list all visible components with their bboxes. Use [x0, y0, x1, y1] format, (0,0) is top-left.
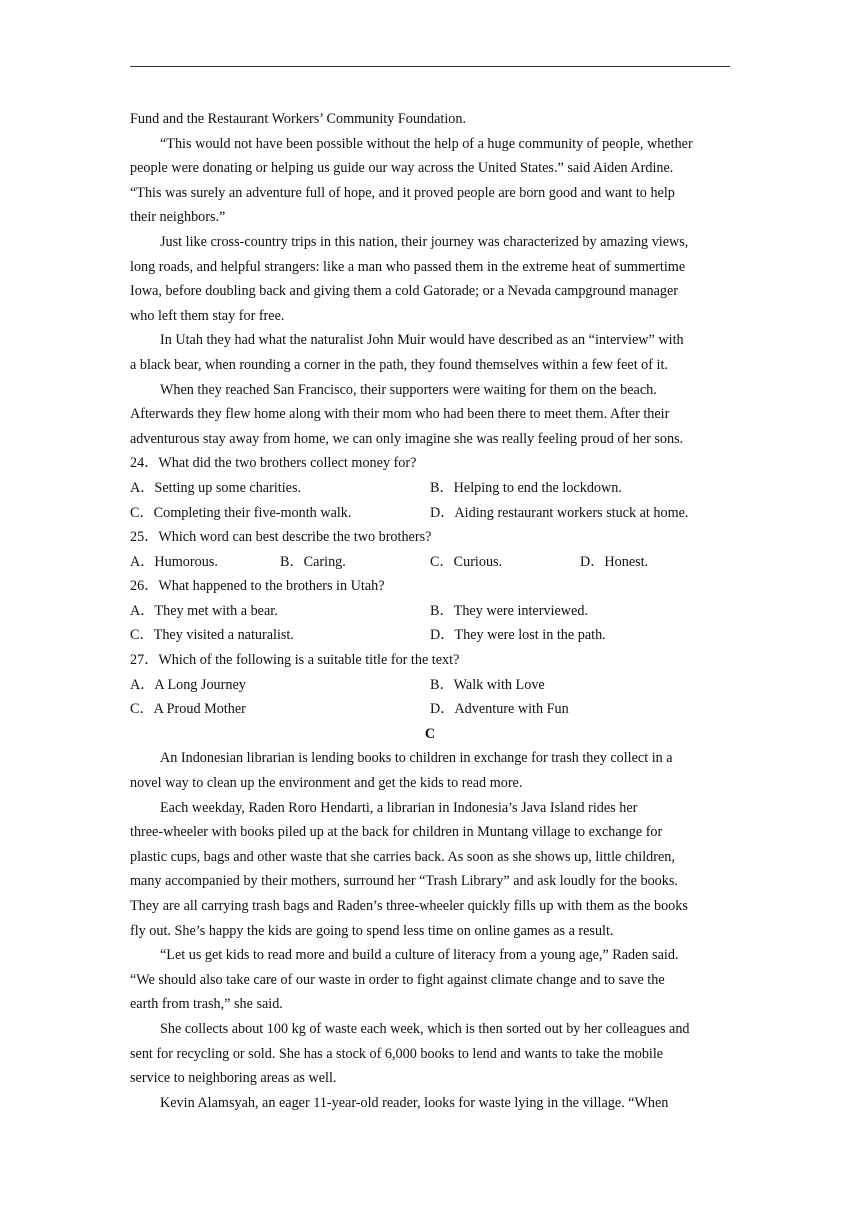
- question-24: [130, 451, 730, 525]
- option-b: B．They were interviewed.: [430, 602, 588, 619]
- passage-line: “This was surely an adventure full of hope, and it proved people are born good and want to help: [130, 184, 675, 201]
- option-b: B．Walk with Love: [430, 676, 545, 693]
- question-stem: 26．What happened to the brothers in Utah?: [130, 578, 385, 595]
- question-27: [130, 648, 730, 722]
- passage-line: who left them stay for free.: [130, 307, 285, 324]
- option-b: B．Helping to end the lockdown.: [430, 479, 622, 496]
- question-25: [130, 525, 730, 574]
- passage-line: their neighbors.”: [130, 209, 226, 226]
- section-heading: C: [424, 725, 436, 742]
- option-d: D．Honest.: [580, 553, 649, 570]
- passage-line: long roads, and helpful strangers: like a man who passed them in the extreme heat of summertime: [130, 258, 686, 275]
- option-d: D．They were lost in the path.: [430, 627, 606, 644]
- question-26: [130, 574, 730, 648]
- passage-line: many accompanied by their mothers, surround her “Trash Library” and ask loudly for the books.: [130, 873, 678, 890]
- passage-line: “Let us get kids to read more and build a culture of literacy from a young age,” Raden said.: [160, 947, 679, 964]
- passage-line: “This would not have been possible without the help of a huge community of people, whether: [160, 135, 693, 152]
- option-a: A．Humorous.: [130, 553, 218, 570]
- passage-line: plastic cups, bags and other waste that she carries back. As soon as she shows up, little children,: [130, 848, 675, 865]
- passage-line: They are all carrying trash bags and Raden’s three-wheeler quickly fills up with them as the books: [130, 898, 688, 914]
- option-a: A．A Long Journey: [130, 676, 246, 693]
- passage-line: Iowa, before doubling back and giving them a cold Gatorade; or a Nevada campground manager: [130, 283, 678, 300]
- passage-c: [130, 746, 730, 1115]
- passage-line: She collects about 100 kg of waste each week, which is then sorted out by her colleagues and: [160, 1020, 690, 1037]
- passage-line: people were donating or helping us guide our way across the United States.” said Aiden Ardine.: [130, 160, 674, 177]
- option-c: C．They visited a naturalist.: [130, 627, 294, 644]
- option-c: C．A Proud Mother: [130, 701, 246, 718]
- option-b: B．Caring.: [280, 553, 346, 570]
- passage-line: An Indonesian librarian is lending books to children in exchange for trash they collect in a: [160, 750, 673, 767]
- option-d: D．Aiding restaurant workers stuck at home.: [430, 504, 689, 521]
- option-a: A．They met with a bear.: [130, 602, 278, 619]
- option-d: D．Adventure with Fun: [430, 701, 569, 718]
- passage-line: When they reached San Francisco, their supporters were waiting for them on the beach.: [160, 381, 657, 398]
- passage-b-continuation: [130, 107, 730, 451]
- option-c: C．Curious.: [430, 553, 503, 570]
- option-a: A．Setting up some charities.: [130, 479, 302, 496]
- question-stem: 25．Which word can best describe the two brothers?: [130, 529, 432, 546]
- passage-line: “We should also take care of our waste in order to fight against climate change and to save the: [130, 971, 665, 988]
- passage-line: Each weekday, Raden Roro Hendarti, a librarian in Indonesia’s Java Island rides her: [160, 799, 638, 816]
- passage-line: Fund and the Restaurant Workers’ Community Foundation.: [130, 111, 467, 127]
- passage-line: sent for recycling or sold. She has a stock of 6,000 books to lend and wants to take the mobile: [130, 1045, 664, 1062]
- passage-line: a black bear, when rounding a corner in the path, they found themselves within a few feet of it.: [130, 356, 668, 373]
- passage-line: Just like cross-country trips in this nation, their journey was characterized by amazing views,: [160, 233, 689, 250]
- passage-line: fly out. She’s happy the kids are going to spend less time on online games as a result.: [130, 922, 614, 939]
- passage-line: adventurous stay away from home, we can only imagine she was really feeling proud of her sons.: [130, 430, 684, 447]
- passage-line: In Utah they had what the naturalist John Muir would have described as an “interview” with: [160, 332, 684, 349]
- question-stem: 24．What did the two brothers collect money for?: [130, 455, 417, 472]
- question-stem: 27．Which of the following is a suitable title for the text?: [130, 652, 460, 669]
- header-rule: [130, 66, 730, 67]
- document-body: [130, 107, 730, 1115]
- option-c: C．Completing their five-month walk.: [130, 504, 352, 521]
- passage-line: Afterwards they flew home along with their mom who had been there to meet them. After their: [130, 406, 670, 423]
- passage-line: earth from trash,” she said.: [130, 996, 283, 1013]
- passage-line: service to neighboring areas as well.: [130, 1070, 337, 1087]
- passage-line: novel way to clean up the environment and get the kids to read more.: [130, 775, 523, 792]
- passage-line: three-wheeler with books piled up at the back for children in Muntang village to exchange for: [130, 824, 663, 841]
- passage-line: Kevin Alamsyah, an eager 11-year-old reader, looks for waste lying in the village. “When: [160, 1094, 669, 1111]
